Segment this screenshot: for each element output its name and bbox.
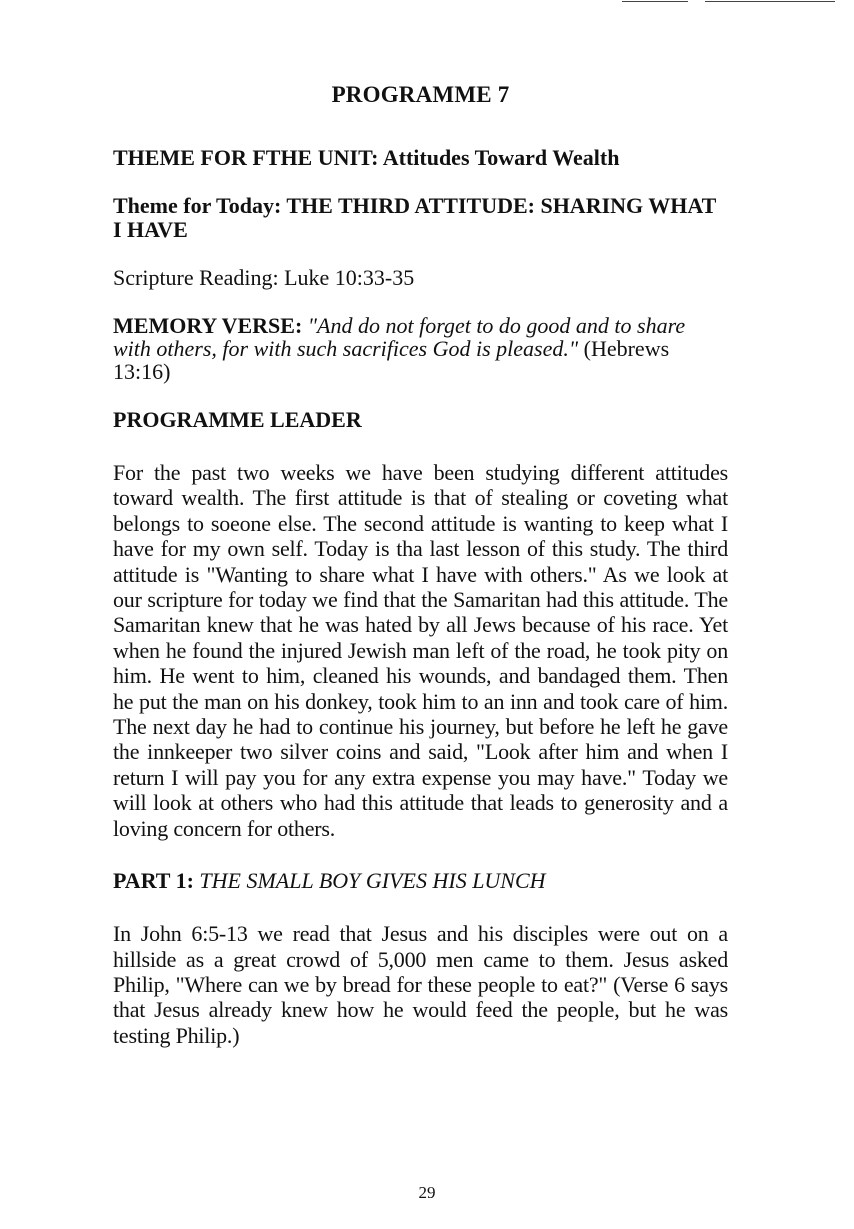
document-page (113, 80, 728, 1076)
today-theme: Theme for Today: THE THIRD ATTITUDE: SHARING WHAT I HAVE (113, 193, 716, 242)
part1-heading (113, 869, 728, 893)
part1-title: THE SMALL BOY GIVES HIS LUNCH (199, 868, 546, 894)
leader-heading: PROGRAMME LEADER (113, 407, 362, 432)
part1-label: PART 1: (113, 868, 194, 894)
memory-verse-reference: (Hebrews 13:16) (113, 336, 670, 384)
leader-paragraph: For the past two weeks we have been studying different attitudes toward wealth. The first attitude is that of stealing or coveting what belongs to soeone else. The second attitude is wanting to keep what I have for my own self. Today is tha last lesson of this study. The third attitude is "Wanting to share what I have with others." As we look at our scripture for today we find that the Samaritan had this attitude. The Samaritan knew that he was hated by all Jews because of his race. Yet when he found the injured Jewish man left of the road, he took pity on him. He went to him, cleaned his wounds, and bandaged them. Then he put the man on his donkey, took him to an inn and took care of him. The next day he had to continue his journey, but before he left he gave the innkeeper two silver coins and said, "Look after him and when I return I will pay you for any extra expense you may have." Today we will look at others who had this attitude that leads to generosity and a loving concern for others. (113, 460, 728, 841)
memory-verse-label: MEMORY VERSE: (113, 313, 303, 338)
scan-edge-line-left (622, 1, 688, 2)
unit-theme: THEME FOR FTHE UNIT: Attitudes Toward Wealth (113, 145, 620, 170)
scan-edge-line-right (705, 1, 835, 2)
part1-paragraph: In John 6:5-13 we read that Jesus and his disciples were out on a hillside as a great crowd of 5,000 men came to them. Jesus asked Philip, "Where can we by bread for these people to eat?" (Verse 6 says that Jesus already knew how he would feed the people, but he was testing Philip.) (113, 921, 728, 1048)
page-number: 29 (418, 1183, 436, 1202)
memory-verse (113, 314, 728, 383)
programme-title: PROGRAMME 7 (331, 82, 510, 107)
memory-verse-text: "And do not forget to do good and to share with others, for with such sacrifices God is pleased." (113, 313, 686, 361)
scripture-reading: Scripture Reading: Luke 10:33-35 (113, 265, 415, 290)
